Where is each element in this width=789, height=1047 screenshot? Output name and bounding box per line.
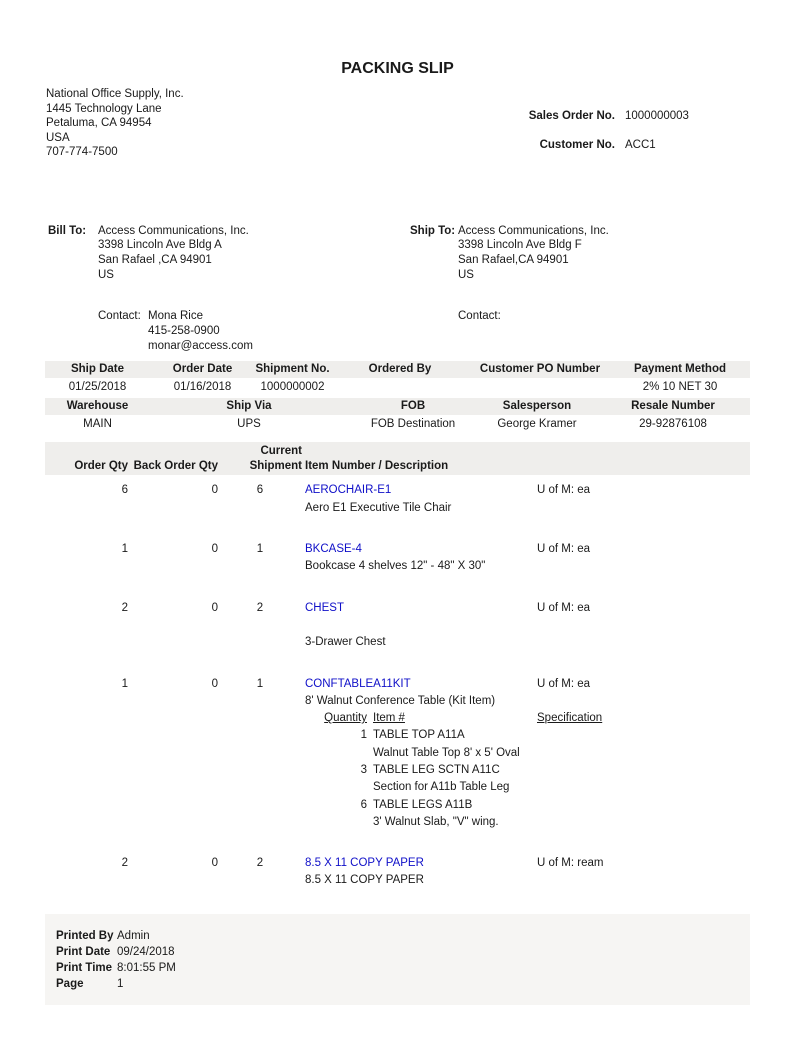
ship-via-header: Ship Via: [226, 400, 272, 413]
bill-to-contact-email: monar@access.com: [148, 339, 253, 352]
uom-cell: U of M: ea: [537, 543, 591, 556]
print-time-label: Print Time: [56, 962, 113, 975]
kit-component-desc: Walnut Table Top 8' x 5' Oval: [373, 746, 520, 759]
kit-item-header: Item #: [373, 712, 405, 725]
salesperson-value: George Kramer: [497, 418, 577, 431]
back-order-qty-cell: 0: [211, 543, 218, 556]
print-info-footer: [45, 914, 750, 1005]
sales-order-label: Sales Order No.: [528, 110, 615, 122]
bill-ship-section: [45, 224, 750, 354]
ship-to-row: [410, 224, 750, 283]
sales-order-row: [465, 110, 689, 122]
back-order-qty-cell: 0: [211, 484, 218, 497]
uom-cell: U of M: ea: [537, 601, 591, 614]
page-number-row: [56, 976, 750, 992]
kit-component-qty: 6: [360, 798, 367, 811]
print-time-value: 8:01:55 PM: [117, 962, 176, 975]
item-number-link[interactable]: 8.5 X 11 COPY PAPER: [305, 857, 424, 870]
bill-to-contact-name: Mona Rice: [148, 310, 203, 323]
printed-by-row: [56, 928, 750, 944]
page-number-label: Page: [56, 978, 84, 991]
bill-to-contact-details: [148, 309, 253, 353]
bill-to-contact-label: Contact:: [98, 310, 141, 323]
spacer: [305, 617, 537, 634]
kit-specification-header: Specification: [537, 712, 603, 725]
ship-date-value: 01/25/2018: [68, 381, 127, 394]
item-description-cell: [302, 600, 537, 652]
kit-component-desc: Section for A11b Table Leg: [373, 781, 510, 794]
bill-to-contact-row: [98, 309, 410, 353]
back-order-qty-cell: 0: [211, 857, 218, 870]
page-title: PACKING SLIP: [341, 60, 454, 77]
fob-value: FOB Destination: [370, 418, 456, 431]
item-number-link[interactable]: BKCASE-4: [305, 543, 362, 556]
order-date-header: Order Date: [172, 363, 233, 376]
shipment-info-value-row-1: [45, 378, 750, 397]
item-description-cell: [302, 855, 537, 890]
print-time-row: [56, 960, 750, 976]
shipment-info-header-row-2: [45, 398, 750, 415]
resale-number-header: Resale Number: [631, 400, 715, 413]
kit-component-name: TABLE TOP A11A: [373, 729, 465, 742]
shipment-info-value-row-2: [45, 415, 750, 434]
kit-component-qty: 1: [360, 729, 367, 742]
item-number-link[interactable]: CHEST: [305, 601, 344, 614]
bill-to-address: [98, 224, 249, 283]
back-order-qty-cell: 0: [211, 677, 218, 690]
spacer: [537, 693, 750, 710]
ship-to-name: Access Communications, Inc.: [458, 224, 609, 237]
printed-by-value: Admin: [117, 929, 150, 942]
table-row: [45, 600, 750, 652]
current-shipment-cell: 2: [256, 601, 264, 614]
bill-to-street: 3398 Lincoln Ave Bldg A: [98, 239, 222, 252]
kit-component-name: TABLE LEGS A11B: [373, 798, 473, 811]
table-row: [45, 541, 750, 576]
customer-number: ACC1: [625, 139, 656, 151]
bill-to-country: US: [98, 268, 114, 281]
uom-text: U of M: ea: [537, 677, 591, 690]
customer-po-header: Customer PO Number: [479, 363, 601, 376]
item-description-cell: [302, 541, 537, 576]
order-qty-cell: 2: [121, 857, 128, 870]
back-order-qty-cell: 0: [211, 601, 218, 614]
order-qty-cell: 1: [121, 543, 128, 556]
customer-number-row: [465, 139, 689, 151]
ship-to-address: [458, 224, 609, 283]
order-qty-cell: 1: [121, 677, 128, 690]
seller-country: USA: [46, 131, 70, 144]
sales-order-number: 1000000003: [625, 110, 689, 122]
print-date-label: Print Date: [56, 945, 111, 958]
bill-to-block: [45, 224, 410, 354]
kit-component-desc: 3' Walnut Slab, "V" wing.: [373, 815, 499, 828]
back-order-qty-header: Back Order Qty: [133, 460, 218, 473]
bill-to-name: Access Communications, Inc.: [98, 224, 249, 237]
current-shipment-cell: 1: [256, 543, 264, 556]
current-shipment-cell: 1: [256, 677, 264, 690]
kit-quantity-header: Quantity: [324, 712, 367, 725]
document-page: [45, 0, 750, 1005]
order-qty-cell: 2: [121, 601, 128, 614]
order-date-value: 01/16/2018: [173, 381, 232, 394]
salesperson-header: Salesperson: [502, 400, 572, 413]
printed-by-label: Printed By: [56, 929, 114, 942]
bill-to-city: San Rafael ,CA 94901: [98, 253, 212, 266]
ordered-by-header: Ordered By: [368, 363, 432, 376]
print-date-value: 09/24/2018: [117, 945, 175, 958]
uom-header-spacer: [537, 444, 750, 474]
kit-component-row: [322, 762, 537, 779]
seller-name: National Office Supply, Inc.: [46, 88, 184, 100]
fob-header: FOB: [400, 400, 426, 413]
ship-to-label: Ship To:: [410, 224, 456, 237]
payment-method-header: Payment Method: [633, 363, 726, 376]
ship-to-street: 3398 Lincoln Ave Bldg F: [458, 239, 582, 252]
payment-method-value: 2% 10 NET 30: [642, 381, 718, 394]
uom-cell: [537, 676, 750, 832]
current-shipment-cell: 6: [256, 484, 264, 497]
resale-number-value: 29-92876108: [639, 418, 707, 431]
item-description-text: 8' Walnut Conference Table (Kit Item): [305, 694, 496, 707]
item-description-cell: [302, 676, 537, 832]
kit-component-row: [322, 727, 537, 744]
seller-street: 1445 Technology Lane: [46, 102, 162, 115]
seller-city: Petaluma, CA 94954: [46, 117, 152, 129]
ship-to-city: San Rafael,CA 94901: [458, 253, 569, 266]
shipment-info-header-row-1: [45, 361, 750, 378]
kit-components-table: [322, 710, 537, 831]
ship-to-block: [410, 224, 750, 354]
order-qty-header: Order Qty: [74, 460, 128, 473]
customer-number-label: Customer No.: [539, 139, 615, 151]
current-shipment-header: Current Shipment: [249, 445, 302, 473]
shipment-no-header: Shipment No.: [255, 363, 330, 376]
line-items-header: [45, 442, 750, 475]
ship-to-contact-row: [458, 309, 750, 324]
uom-cell: U of M: ream: [537, 857, 604, 870]
item-description-header: Item Number / Description: [305, 460, 449, 473]
ship-to-country: US: [458, 268, 474, 281]
warehouse-value: MAIN: [83, 418, 112, 431]
print-date-row: [56, 944, 750, 960]
order-info-block: [465, 110, 689, 151]
kit-header-row: [322, 710, 537, 727]
bill-to-contact-phone: 415-258-0900: [148, 325, 220, 338]
item-number-link[interactable]: CONFTABLEA11KIT: [305, 677, 411, 690]
bill-to-row: [48, 224, 410, 283]
kit-component-qty: 3: [360, 763, 367, 776]
item-number-link[interactable]: AEROCHAIR-E1: [305, 484, 392, 497]
line-items-table: [45, 442, 750, 889]
table-row: [45, 676, 750, 832]
ship-via-value: UPS: [237, 418, 261, 431]
item-description-text: 8.5 X 11 COPY PAPER: [305, 874, 424, 887]
current-shipment-cell: 2: [256, 857, 264, 870]
table-row: [45, 855, 750, 890]
item-description-text: Aero E1 Executive Tile Chair: [305, 501, 452, 514]
ship-date-header: Ship Date: [70, 363, 125, 376]
shipment-info-table: [45, 361, 750, 434]
warehouse-header: Warehouse: [66, 400, 129, 413]
shipment-no-value: 1000000002: [260, 381, 325, 394]
order-qty-cell: 6: [121, 484, 128, 497]
seller-phone: 707-774-7500: [46, 146, 118, 158]
item-description-text: 3-Drawer Chest: [305, 636, 386, 649]
item-description-cell: [302, 482, 537, 517]
ship-to-contact-label: Contact:: [458, 310, 501, 323]
uom-cell: U of M: ea: [537, 484, 591, 497]
kit-component-name: TABLE LEG SCTN A11C: [373, 763, 500, 776]
bill-to-label: Bill To:: [48, 224, 87, 237]
item-description-text: Bookcase 4 shelves 12" - 48" X 30": [305, 560, 486, 573]
kit-component-row: [322, 797, 537, 814]
table-row: [45, 482, 750, 517]
page-number-value: 1: [117, 978, 124, 991]
